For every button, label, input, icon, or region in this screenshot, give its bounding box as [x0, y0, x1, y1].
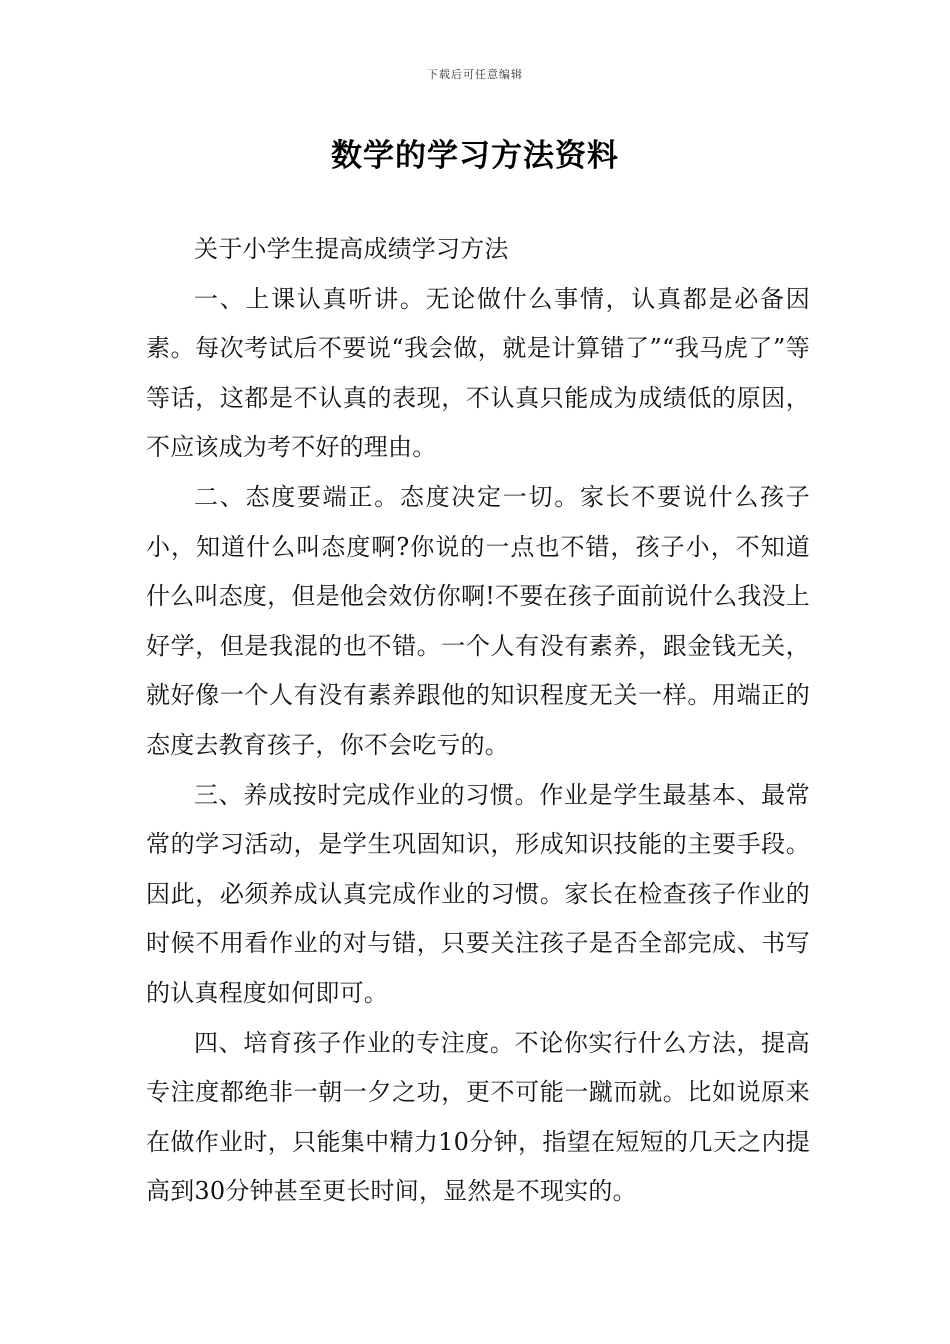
paragraph-subtitle: 关于小学生提高成绩学习方法 — [194, 235, 509, 263]
paragraph-point-1: 一、上课认真听讲。无论做什么事情，认真都是必备因素。每次考试后不要说“我会做，就是计算错了”“我马虎了”等等话，这都是不认真的表现，不认真只能成为成绩低的原因，不应该成为考不好的理由。 — [146, 284, 810, 462]
paragraph-point-4: 四、培育孩子作业的专注度。不论你实行什么方法，提高专注度都绝非一朝一夕之功，更不可能一蹴而就。比如说原来在做作业时，只能集中精力10分钟，指望在短短的几天之内提高到30分钟甚至更长时间，显然是不现实的。 — [146, 1028, 810, 1206]
document-title: 数学的学习方法资料 — [331, 138, 619, 174]
paragraph-point-3: 三、养成按时完成作业的习惯。作业是学生最基本、最常常的学习活动，是学生巩固知识，形成知识技能的主要手段。因此，必须养成认真完成作业的习惯。家长在检查孩子作业的时候不用看作业的对与错，只要关注孩子是否全部完成、书写的认真程度如何即可。 — [146, 780, 810, 1007]
paragraph-point-2: 二、态度要端正。态度决定一切。家长不要说什么孩子小，知道什么叫态度啊?你说的一点也不错，孩子小，不知道什么叫态度，但是他会效仿你啊!不要在孩子面前说什么我没上好学，但是我混的也不错。一个人有没有素养，跟金钱无关，就好像一个人有没有素养跟他的知识程度无关一样。用端正的态度去教育孩子，你不会吃亏的。 — [146, 482, 810, 759]
page-header-note: 下载后可任意编辑 — [427, 68, 523, 81]
document-body — [146, 225, 810, 1217]
